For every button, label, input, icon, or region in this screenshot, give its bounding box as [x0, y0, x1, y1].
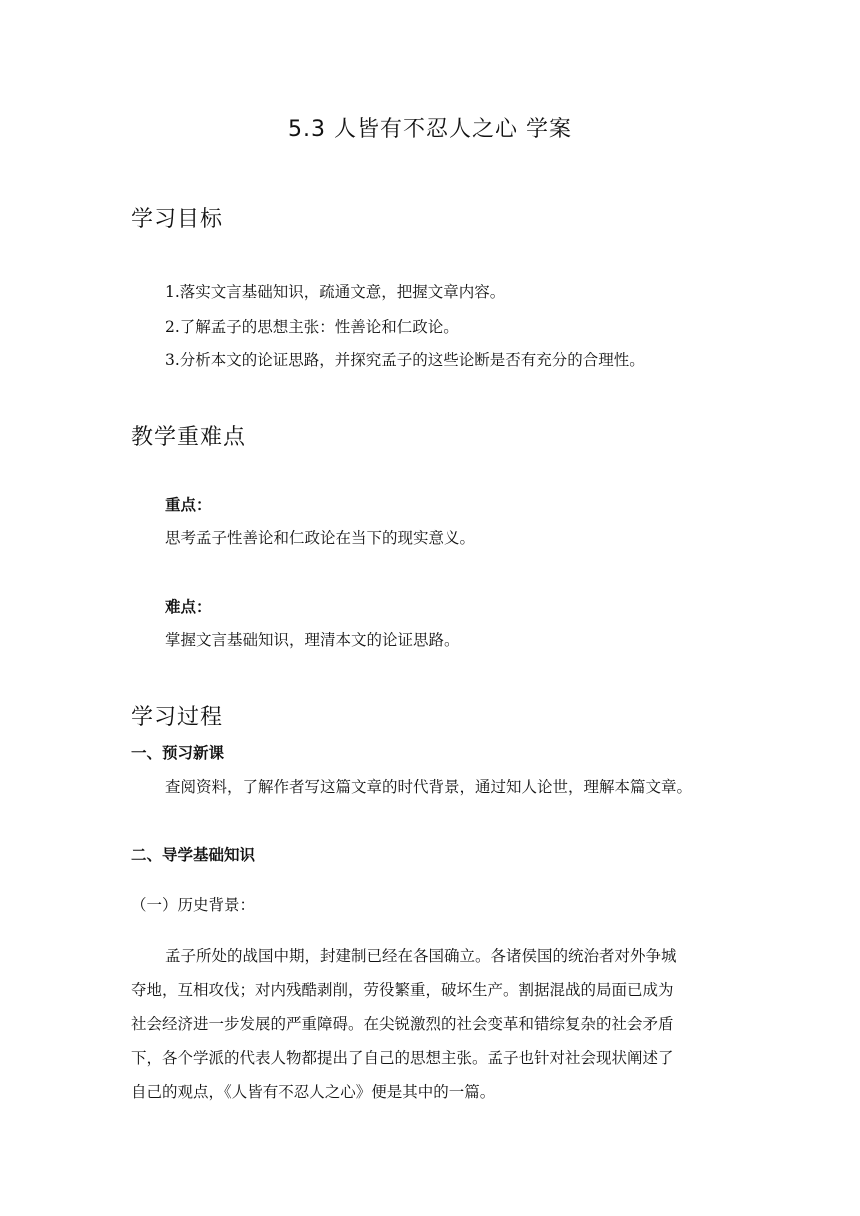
background-line-3: 社会经济进一步发展的严重障碍。在尖锐激烈的社会变革和错综复杂的社会矛盾 [131, 1015, 674, 1033]
background-line-4: 下，各个学派的代表人物都提出了自己的思想主张。孟子也针对社会现状阐述了 [131, 1049, 674, 1067]
page-title: 5.3 人皆有不忍人之心 学案 [288, 117, 572, 142]
objective-item-3: 3.分析本文的论证思路，并探究孟子的这些论断是否有充分的合理性。 [165, 351, 645, 369]
focus-text: 思考孟子性善论和仁政论在当下的现实意义。 [165, 529, 476, 547]
objective-item-2: 2.了解孟子的思想主张：性善论和仁政论。 [165, 318, 459, 336]
section2-title: 二、导学基础知识 [131, 846, 256, 864]
difficulty-label: 难点： [165, 598, 212, 616]
background-line-1: 孟子所处的战国中期，封建制已经在各国确立。各诸侯国的统治者对外争城 [165, 947, 677, 965]
background-line-2: 夺地，互相攻伐；对内残酷剥削，劳役繁重，破坏生产。割据混战的局面已成为 [131, 981, 674, 999]
objectives-heading: 学习目标 [131, 207, 224, 232]
section1-text: 查阅资料，了解作者写这篇文章的时代背景，通过知人论世，理解本篇文章。 [165, 778, 693, 796]
background-line-5: 自己的观点，《人皆有不忍人之心》便是其中的一篇。 [131, 1083, 496, 1101]
objective-item-1: 1.落实文言基础知识，疏通文意，把握文章内容。 [165, 283, 506, 301]
process-heading: 学习过程 [131, 705, 224, 730]
key-points-heading: 教学重难点 [131, 425, 247, 450]
difficulty-text: 掌握文言基础知识，理清本文的论证思路。 [165, 631, 460, 649]
subsection1-title: （一）历史背景： [131, 896, 256, 914]
section1-title: 一、预习新课 [131, 744, 225, 762]
focus-label: 重点： [165, 496, 212, 514]
